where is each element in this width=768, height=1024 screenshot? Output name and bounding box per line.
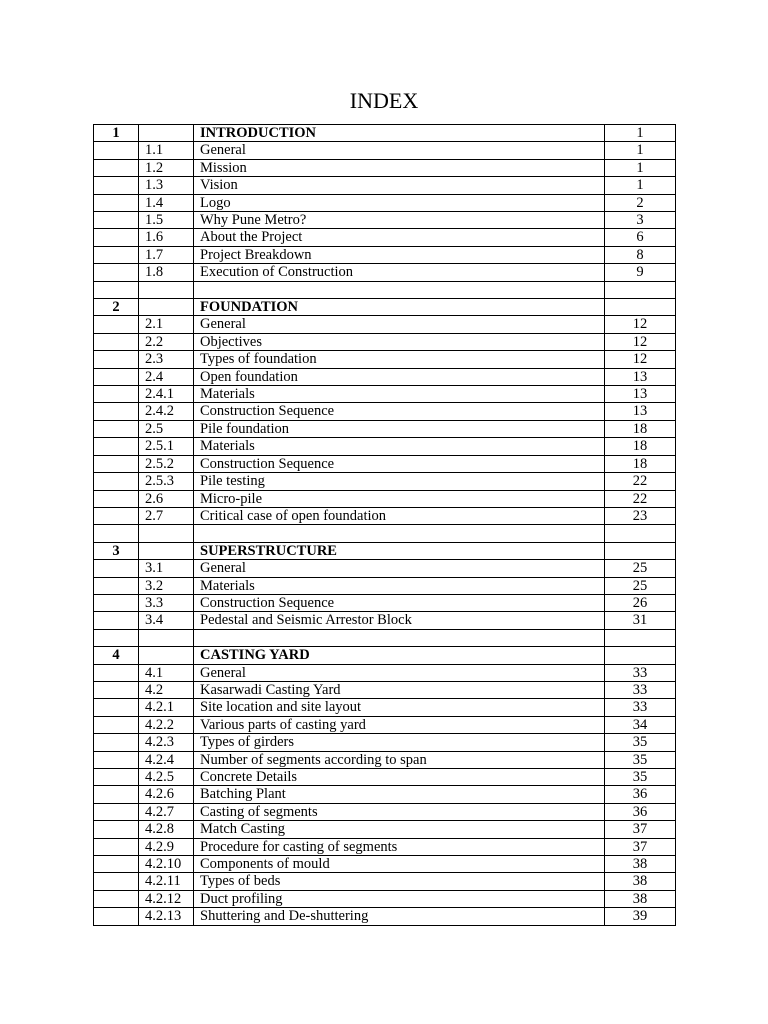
- section-number-cell: 4.2: [139, 681, 194, 698]
- section-title-cell: Project Breakdown: [194, 246, 605, 263]
- section-number-cell: 3.2: [139, 577, 194, 594]
- section-number-cell: 4.2.5: [139, 768, 194, 785]
- section-number-cell: 1.5: [139, 212, 194, 229]
- section-number-cell: 1.4: [139, 194, 194, 211]
- page-number-cell: 38: [605, 873, 676, 890]
- page-number-cell: 22: [605, 473, 676, 490]
- page-number-cell: 1: [605, 159, 676, 176]
- chapter-number-cell: [94, 525, 139, 542]
- page-number-cell: 13: [605, 368, 676, 385]
- section-number-cell: 2.5: [139, 420, 194, 437]
- page-number-cell: 31: [605, 612, 676, 629]
- page-number-cell: 2: [605, 194, 676, 211]
- section-title-cell: Construction Sequence: [194, 594, 605, 611]
- table-row: [94, 455, 676, 472]
- section-title-cell: Vision: [194, 177, 605, 194]
- table-row: [94, 368, 676, 385]
- page-number-cell: 23: [605, 507, 676, 524]
- section-number-cell: 1.8: [139, 264, 194, 281]
- chapter-number-cell: [94, 386, 139, 403]
- page-number-cell: 36: [605, 786, 676, 803]
- page-number-cell: 3: [605, 212, 676, 229]
- page-number-cell: 12: [605, 333, 676, 350]
- chapter-number-cell: [94, 490, 139, 507]
- section-number-cell: 4.2.2: [139, 716, 194, 733]
- section-title-cell: Casting of segments: [194, 803, 605, 820]
- section-title-cell: [194, 629, 605, 646]
- section-number-cell: 4.2.9: [139, 838, 194, 855]
- chapter-number-cell: [94, 316, 139, 333]
- chapter-number-cell: [94, 159, 139, 176]
- table-row: [94, 212, 676, 229]
- table-row: [94, 681, 676, 698]
- section-title-cell: Kasarwadi Casting Yard: [194, 681, 605, 698]
- section-number-cell: 3.1: [139, 560, 194, 577]
- section-number-cell: [139, 281, 194, 298]
- index-table-body: [94, 125, 676, 926]
- page-number-cell: 18: [605, 420, 676, 437]
- section-title-cell: General: [194, 316, 605, 333]
- page-number-cell: 25: [605, 560, 676, 577]
- page-number-cell: 12: [605, 351, 676, 368]
- section-title-cell: Procedure for casting of segments: [194, 838, 605, 855]
- section-number-cell: 2.1: [139, 316, 194, 333]
- table-row: [94, 716, 676, 733]
- section-title-cell: FOUNDATION: [194, 299, 605, 316]
- table-row: [94, 316, 676, 333]
- table-row: [94, 821, 676, 838]
- table-row: [94, 507, 676, 524]
- chapter-number-cell: [94, 507, 139, 524]
- page-number-cell: 13: [605, 386, 676, 403]
- chapter-number-cell: [94, 577, 139, 594]
- section-title-cell: Why Pune Metro?: [194, 212, 605, 229]
- table-row: [94, 664, 676, 681]
- section-title-cell: Construction Sequence: [194, 403, 605, 420]
- table-row: [94, 281, 676, 298]
- section-title-cell: General: [194, 142, 605, 159]
- chapter-heading-row: [94, 299, 676, 316]
- chapter-number-cell: [94, 246, 139, 263]
- chapter-number-cell: [94, 194, 139, 211]
- table-row: [94, 473, 676, 490]
- section-title-cell: Pile foundation: [194, 420, 605, 437]
- chapter-number-cell: [94, 821, 139, 838]
- chapter-number-cell: [94, 699, 139, 716]
- chapter-number-cell: [94, 768, 139, 785]
- page-number-cell: 12: [605, 316, 676, 333]
- table-row: [94, 386, 676, 403]
- table-row: [94, 420, 676, 437]
- section-number-cell: 4.1: [139, 664, 194, 681]
- chapter-number-cell: [94, 786, 139, 803]
- page-number-cell: 36: [605, 803, 676, 820]
- page-number-cell: [605, 647, 676, 664]
- section-title-cell: Duct profiling: [194, 890, 605, 907]
- section-number-cell: 1.1: [139, 142, 194, 159]
- table-row: [94, 734, 676, 751]
- page-number-cell: 8: [605, 246, 676, 263]
- chapter-number-cell: [94, 612, 139, 629]
- page-number-cell: 26: [605, 594, 676, 611]
- table-row: [94, 838, 676, 855]
- chapter-number-cell: [94, 751, 139, 768]
- chapter-heading-row: [94, 125, 676, 142]
- page-title: INDEX: [349, 88, 419, 113]
- table-row: [94, 246, 676, 263]
- index-table: [93, 124, 676, 926]
- chapter-number-cell: [94, 438, 139, 455]
- section-title-cell: Logo: [194, 194, 605, 211]
- table-row: [94, 856, 676, 873]
- table-row: [94, 786, 676, 803]
- page-number-cell: 18: [605, 438, 676, 455]
- section-title-cell: General: [194, 664, 605, 681]
- chapter-number-cell: [94, 890, 139, 907]
- section-title-cell: Concrete Details: [194, 768, 605, 785]
- section-number-cell: 4.2.3: [139, 734, 194, 751]
- section-title-cell: Pedestal and Seismic Arrestor Block: [194, 612, 605, 629]
- section-number-cell: 1.6: [139, 229, 194, 246]
- section-number-cell: 2.4: [139, 368, 194, 385]
- page-number-cell: [605, 542, 676, 559]
- chapter-number-cell: [94, 734, 139, 751]
- section-title-cell: Types of girders: [194, 734, 605, 751]
- section-number-cell: 4.2.6: [139, 786, 194, 803]
- chapter-number-cell: [94, 681, 139, 698]
- section-title-cell: Match Casting: [194, 821, 605, 838]
- page-number-cell: 39: [605, 908, 676, 925]
- chapter-heading-row: [94, 542, 676, 559]
- table-row: [94, 612, 676, 629]
- page-number-cell: 35: [605, 768, 676, 785]
- page-number-cell: 9: [605, 264, 676, 281]
- table-row: [94, 768, 676, 785]
- page-number-cell: 6: [605, 229, 676, 246]
- page-number-cell: 38: [605, 856, 676, 873]
- section-number-cell: 3.4: [139, 612, 194, 629]
- section-number-cell: 4.2.10: [139, 856, 194, 873]
- section-number-cell: 3.3: [139, 594, 194, 611]
- table-row: [94, 803, 676, 820]
- section-title-cell: [194, 525, 605, 542]
- table-row: [94, 490, 676, 507]
- page-number-cell: 1: [605, 142, 676, 159]
- section-number-cell: 2.3: [139, 351, 194, 368]
- page-number-cell: 33: [605, 699, 676, 716]
- table-row: [94, 159, 676, 176]
- section-title-cell: Construction Sequence: [194, 455, 605, 472]
- table-row: [94, 751, 676, 768]
- section-title-cell: CASTING YARD: [194, 647, 605, 664]
- section-title-cell: Types of foundation: [194, 351, 605, 368]
- section-title-cell: Components of mould: [194, 856, 605, 873]
- section-title-cell: Shuttering and De-shuttering: [194, 908, 605, 925]
- section-number-cell: 4.2.1: [139, 699, 194, 716]
- section-title-cell: Various parts of casting yard: [194, 716, 605, 733]
- table-row: [94, 194, 676, 211]
- section-number-cell: 2.5.2: [139, 455, 194, 472]
- section-title-cell: Execution of Construction: [194, 264, 605, 281]
- chapter-number-cell: [94, 281, 139, 298]
- chapter-number-cell: [94, 594, 139, 611]
- chapter-number-cell: [94, 368, 139, 385]
- section-title-cell: Open foundation: [194, 368, 605, 385]
- chapter-number-cell: [94, 908, 139, 925]
- section-title-cell: Materials: [194, 577, 605, 594]
- section-number-cell: 4.2.7: [139, 803, 194, 820]
- page-number-cell: 1: [605, 177, 676, 194]
- chapter-number-cell: [94, 838, 139, 855]
- chapter-number-cell: [94, 856, 139, 873]
- chapter-number-cell: [94, 629, 139, 646]
- table-row: [94, 873, 676, 890]
- chapter-number-cell: [94, 664, 139, 681]
- section-number-cell: 1.3: [139, 177, 194, 194]
- chapter-number-cell: [94, 351, 139, 368]
- page-number-cell: [605, 281, 676, 298]
- section-title-cell: Materials: [194, 386, 605, 403]
- section-title-cell: Site location and site layout: [194, 699, 605, 716]
- page-number-cell: 22: [605, 490, 676, 507]
- section-number-cell: 2.4.1: [139, 386, 194, 403]
- page-number-cell: 25: [605, 577, 676, 594]
- section-number-cell: 4.2.11: [139, 873, 194, 890]
- chapter-number-cell: [94, 177, 139, 194]
- page-number-cell: 34: [605, 716, 676, 733]
- chapter-number-cell: [94, 803, 139, 820]
- chapter-number-cell: [94, 420, 139, 437]
- section-title-cell: Number of segments according to span: [194, 751, 605, 768]
- table-row: [94, 438, 676, 455]
- section-number-cell: 4.2.12: [139, 890, 194, 907]
- section-title-cell: Materials: [194, 438, 605, 455]
- section-number-cell: [139, 629, 194, 646]
- section-number-cell: 2.7: [139, 507, 194, 524]
- table-row: [94, 333, 676, 350]
- section-title-cell: General: [194, 560, 605, 577]
- table-row: [94, 908, 676, 925]
- section-number-cell: [139, 542, 194, 559]
- table-row: [94, 577, 676, 594]
- section-title-cell: About the Project: [194, 229, 605, 246]
- table-row: [94, 525, 676, 542]
- table-row: [94, 142, 676, 159]
- page-number-cell: 35: [605, 734, 676, 751]
- table-row: [94, 560, 676, 577]
- chapter-number-cell: [94, 212, 139, 229]
- chapter-number-cell: [94, 333, 139, 350]
- chapter-number-cell: [94, 560, 139, 577]
- section-title-cell: INTRODUCTION: [194, 125, 605, 142]
- table-row: [94, 403, 676, 420]
- chapter-number-cell: [94, 873, 139, 890]
- section-title-cell: Micro-pile: [194, 490, 605, 507]
- section-title-cell: Pile testing: [194, 473, 605, 490]
- section-number-cell: [139, 125, 194, 142]
- chapter-heading-row: [94, 647, 676, 664]
- page-number-cell: 37: [605, 838, 676, 855]
- section-number-cell: 2.4.2: [139, 403, 194, 420]
- chapter-number-cell: 1: [94, 125, 139, 142]
- section-number-cell: [139, 525, 194, 542]
- section-title-cell: Mission: [194, 159, 605, 176]
- page-number-cell: [605, 299, 676, 316]
- chapter-number-cell: [94, 473, 139, 490]
- page-number-cell: 37: [605, 821, 676, 838]
- section-title-cell: Critical case of open foundation: [194, 507, 605, 524]
- section-number-cell: 1.7: [139, 246, 194, 263]
- table-row: [94, 699, 676, 716]
- table-row: [94, 594, 676, 611]
- table-row: [94, 351, 676, 368]
- section-number-cell: 2.2: [139, 333, 194, 350]
- section-title-cell: Objectives: [194, 333, 605, 350]
- chapter-number-cell: [94, 264, 139, 281]
- chapter-number-cell: [94, 229, 139, 246]
- chapter-number-cell: [94, 403, 139, 420]
- section-number-cell: 4.2.4: [139, 751, 194, 768]
- page-number-cell: 13: [605, 403, 676, 420]
- table-row: [94, 629, 676, 646]
- page-number-cell: 33: [605, 664, 676, 681]
- section-number-cell: 2.5.3: [139, 473, 194, 490]
- page-number-cell: 33: [605, 681, 676, 698]
- table-row: [94, 177, 676, 194]
- page-number-cell: 38: [605, 890, 676, 907]
- section-number-cell: 1.2: [139, 159, 194, 176]
- chapter-number-cell: 3: [94, 542, 139, 559]
- chapter-number-cell: [94, 716, 139, 733]
- chapter-number-cell: [94, 142, 139, 159]
- section-number-cell: 4.2.8: [139, 821, 194, 838]
- table-row: [94, 890, 676, 907]
- page-number-cell: [605, 525, 676, 542]
- section-number-cell: 2.5.1: [139, 438, 194, 455]
- section-title-cell: SUPERSTRUCTURE: [194, 542, 605, 559]
- table-row: [94, 229, 676, 246]
- section-number-cell: [139, 647, 194, 664]
- page-number-cell: 35: [605, 751, 676, 768]
- section-number-cell: 4.2.13: [139, 908, 194, 925]
- section-title-cell: Batching Plant: [194, 786, 605, 803]
- section-number-cell: 2.6: [139, 490, 194, 507]
- page-number-cell: 18: [605, 455, 676, 472]
- page-number-cell: 1: [605, 125, 676, 142]
- section-title-cell: [194, 281, 605, 298]
- section-number-cell: [139, 299, 194, 316]
- table-row: [94, 264, 676, 281]
- section-title-cell: Types of beds: [194, 873, 605, 890]
- chapter-number-cell: 4: [94, 647, 139, 664]
- chapter-number-cell: [94, 455, 139, 472]
- chapter-number-cell: 2: [94, 299, 139, 316]
- page-number-cell: [605, 629, 676, 646]
